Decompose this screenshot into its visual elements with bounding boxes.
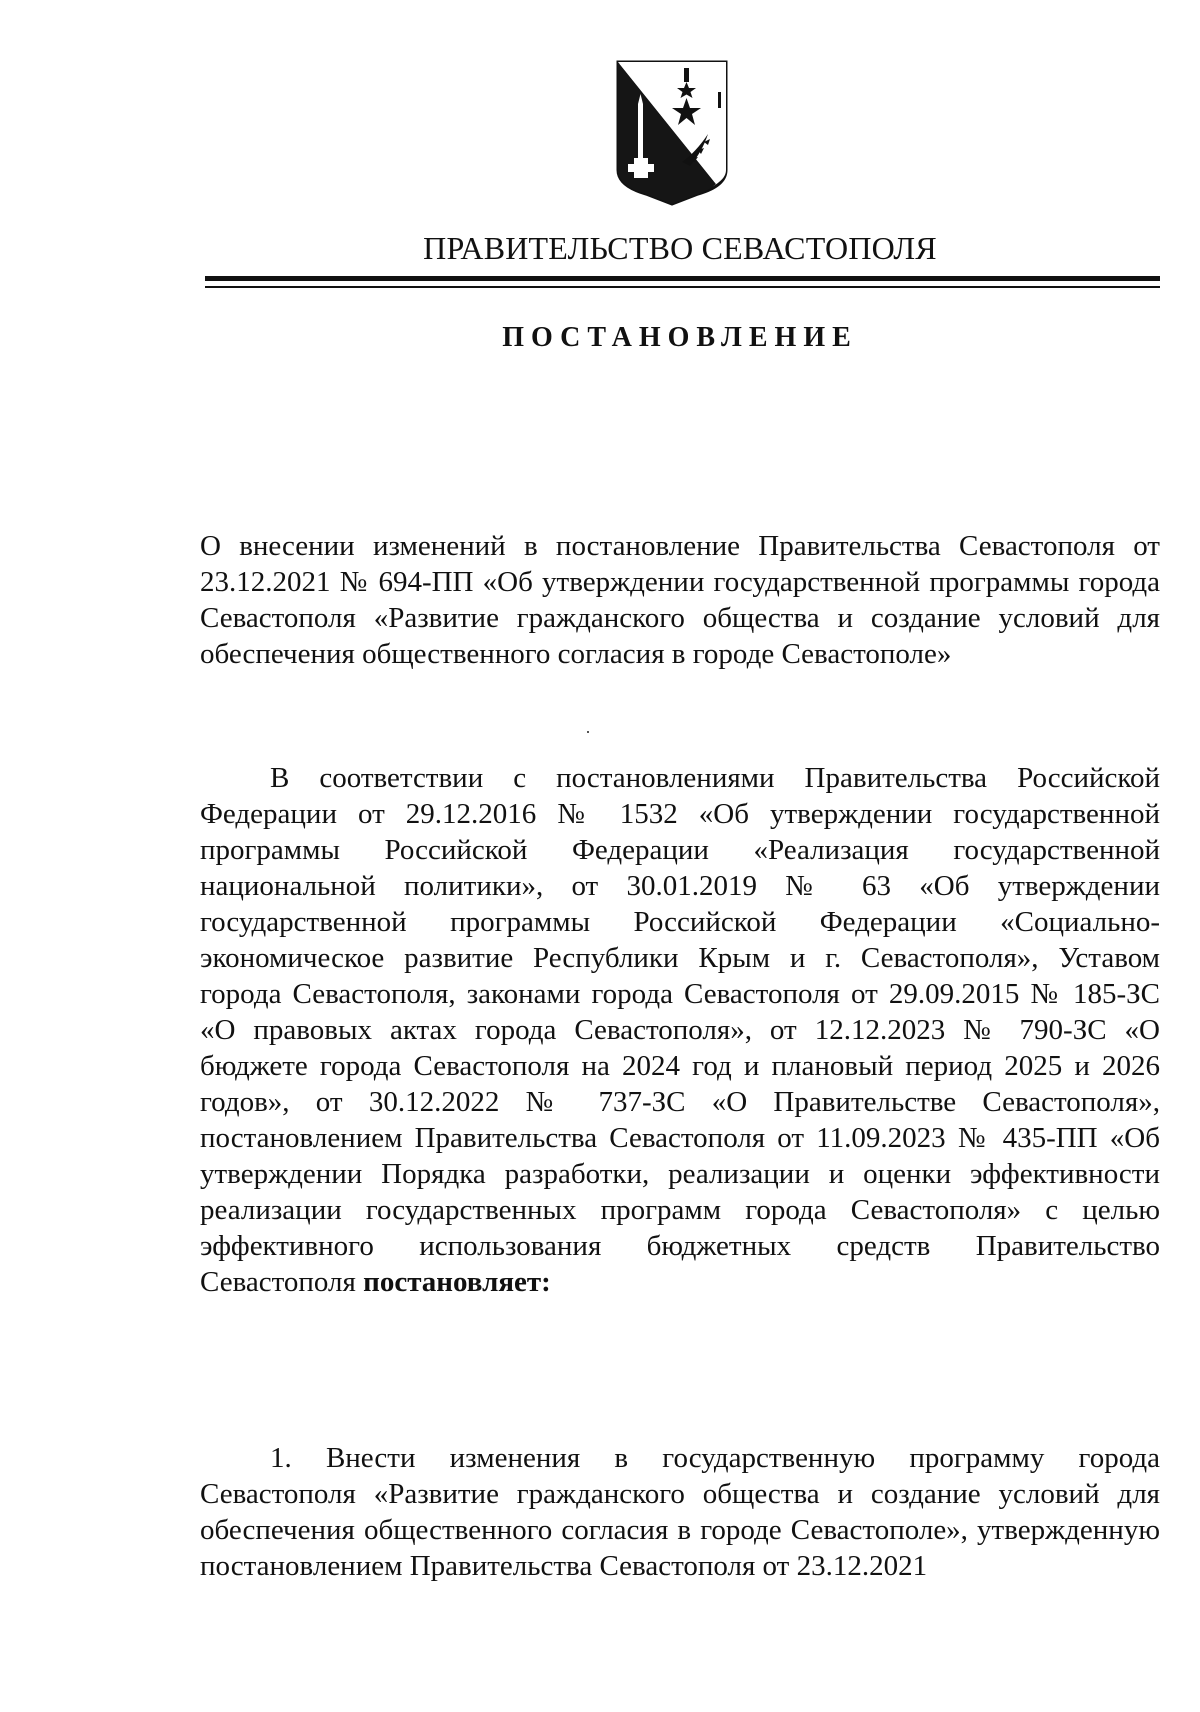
header-rule-thick: [205, 276, 1160, 281]
sevastopol-coat-of-arms-icon: [612, 58, 732, 208]
organization-name: ПРАВИТЕЛЬСТВО СЕВАСТОПОЛЯ: [423, 230, 937, 266]
list-item: 1. Внести изменения в государственную программу города Севастополя «Развитие гражданского общества и создание условий для обеспечения общественного согласия в городе Севастополе», утвержденную постановлением Правительства Севастополя от 23.12.2021: [200, 1442, 1160, 1582]
scan-speck: [587, 731, 589, 733]
header-rule-thin: [205, 286, 1160, 288]
preamble-text: В соответствии с постановлениями Правительства Российской Федерации от 29.12.2016 № 1532 «Об утверждении государственной программы Российской Федерации «Реализация государственной национальной политики», от 30.01.2019 № 63 «Об утверждении государственной программы Российской Федерации «Социально-экономическое развитие Республики Крым и г. Севастополя», Уставом города Севастополя, законами города Севастополя от 29.09.2015 № 185-ЗС «О правовых актах города Севастополя», от 12.12.2023 № 790-ЗС «О бюджете города Севастополя на 2024 год и плановый период 2025 и 2026 годов», от 30.12.2022 № 737-ЗС «О Правительстве Севастополя», постановлением Правительства Севастополя от 11.09.2023 № 435-ПП «Об утверждении Порядка разработки, реализации и оценки эффективности реализации государственных программ города Севастополя» с целью эффективного использования бюджетных средств Правительство Севастополя: [200, 762, 1160, 1298]
decree-word: постановляет:: [363, 1266, 551, 1298]
document-type-title: ПОСТАНОВЛЕНИЕ: [502, 322, 858, 353]
document-subject: О внесении изменений в постановление Правительства Севастополя от 23.12.2021 № 694-ПП «Об утверждении государственной программы города Севастополя «Развитие гражданского общества и создание условий для обеспечения общественного согласия в городе Севастополе»: [200, 530, 1160, 670]
preamble-paragraph: [200, 760, 1160, 1300]
